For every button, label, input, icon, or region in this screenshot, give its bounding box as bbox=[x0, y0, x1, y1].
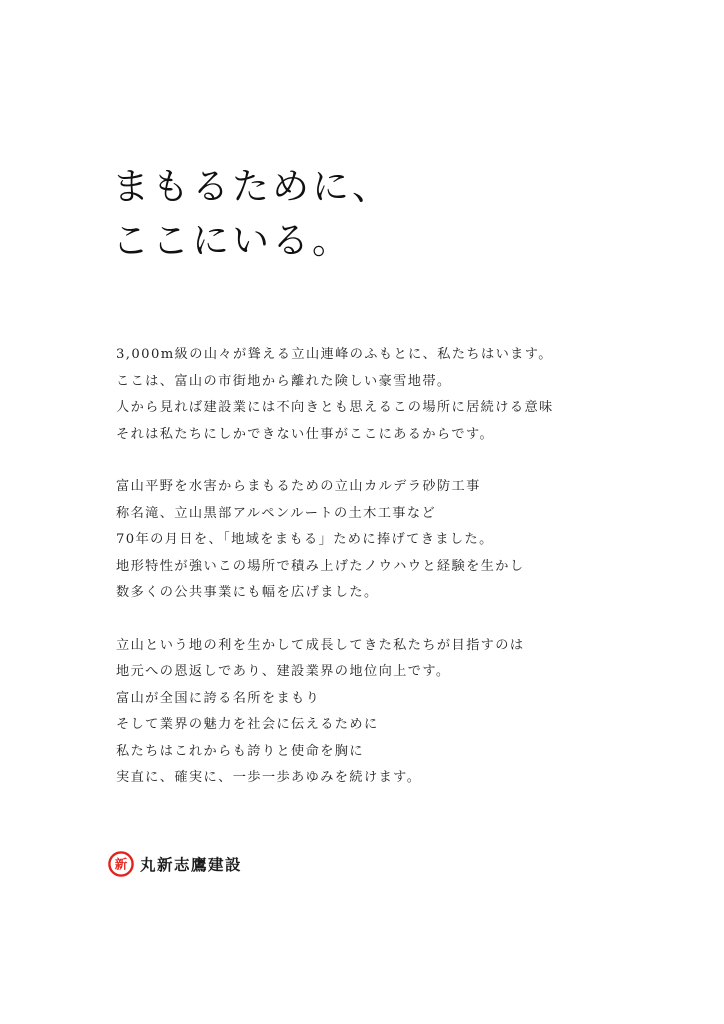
paragraph-line: 私たちはこれからも誇りと使命を胸に bbox=[116, 743, 364, 759]
logo-mark-text: 新 bbox=[114, 856, 128, 872]
headline-line-2: ここにいる。 bbox=[112, 219, 352, 262]
body-copy bbox=[116, 342, 676, 818]
paragraph-line: 地形特性が強いこの場所で積み上げたノウハウと経験を生かし bbox=[116, 558, 525, 574]
paragraph-line: 富山平野を水害からまもるための立山カルデラ砂防工事 bbox=[116, 479, 481, 494]
company-logo bbox=[108, 851, 242, 877]
paragraph-2 bbox=[116, 474, 676, 607]
paragraph-line: 実直に、確実に、一歩一歩あゆみを続けます。 bbox=[116, 770, 422, 785]
paragraph-line: 3,000m級の山々が聳える立山連峰のふもとに、私たちはいます。 bbox=[116, 347, 553, 362]
paragraph-line: 70年の月日を、「地域をまもる」ために捧げてきました。 bbox=[116, 532, 494, 547]
paragraph-line: 地元への恩返しであり、建設業界の地位向上です。 bbox=[116, 664, 451, 679]
paragraph-line: 立山という地の利を生かして成長してきた私たちが目指すのは bbox=[116, 637, 525, 653]
company-name: 丸新志鷹建設 bbox=[140, 856, 243, 874]
paragraph-line: 称名滝、立山黒部アルペンルートの土木工事など bbox=[116, 505, 437, 521]
paragraph-line: それは私たちにしかできない仕事がここにあるからです。 bbox=[116, 426, 495, 442]
paragraph-line: そして業界の魅力を社会に伝えるために bbox=[116, 717, 379, 732]
paragraph-1 bbox=[116, 342, 676, 448]
paragraph-line: 富山が全国に誇る名所をまもり bbox=[116, 690, 321, 706]
paragraph-line: 数多くの公共事業にも幅を広げました。 bbox=[116, 585, 379, 600]
maru-shin-logo-icon bbox=[108, 851, 134, 877]
paragraph-line: 人から見れば建設業には不向きとも思えるこの場所に居続ける意味 bbox=[116, 400, 554, 415]
paragraph-3 bbox=[116, 633, 676, 792]
headline bbox=[112, 160, 392, 268]
headline-line-1: まもるために、 bbox=[112, 165, 392, 208]
paragraph-line: ここは、富山の市街地から離れた険しい豪雪地帯。 bbox=[116, 373, 452, 389]
